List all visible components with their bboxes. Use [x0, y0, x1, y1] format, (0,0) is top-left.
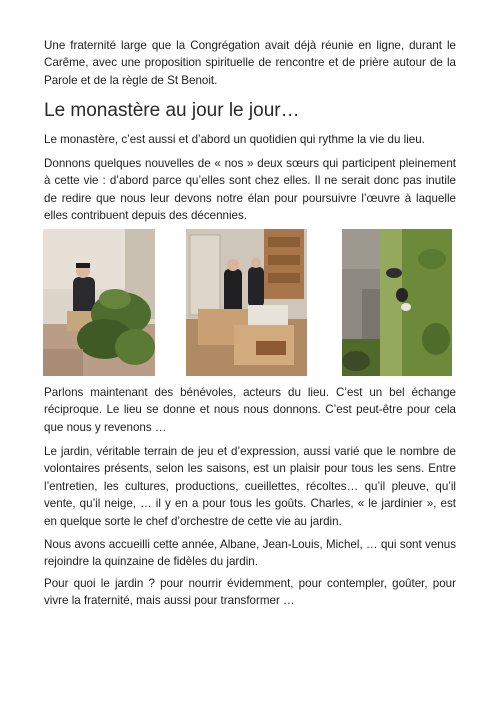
paragraph-accueil: Nous avons accueilli cette année, Albane, Jean-Louis, Michel, … qui sont venus rejoindre la quinzaine de fidèles du jardin. [44, 538, 456, 569]
intro-paragraph: Une fraternité large que la Congrégation avait déjà réunie en ligne, durant le Carême, avec une proposition spirituelle de rencontre et de prière autour de la Parole et de la règle de St Benoit. [44, 39, 456, 87]
photo-sisters-in-storeroom [186, 229, 307, 376]
photo-sister-with-branches [43, 229, 155, 376]
paragraph-pourquoi: Pour quoi le jardin ? pour nourrir évidemment, pour contempler, goûter, pour vivre la fraternité, mais aussi pour transformer … [44, 577, 456, 608]
section-heading: Le monastère au jour le jour… [44, 100, 300, 121]
paragraph-jardin: Le jardin, véritable terrain de jeu et d’expression, aussi varié que le nombre de volontaires présents, selon les saisons, est un plaisir pour tous les sens. Entre l’entretien, les cultures, productions, cueillettes, récoltes… qu’il pleuve, qu’il vente, qu’il neige, … il y en a pour tous les goûts. Charles, « le jardinier », est en quelque sorte le chef d’orchestre de cette vie au jardin. [44, 445, 456, 528]
photo-garden-from-above [342, 229, 452, 376]
paragraph-quotidien: Le monastère, c’est aussi et d’abord un quotidien qui rythme la vie du lieu. [44, 133, 425, 146]
paragraph-soeurs: Donnons quelques nouvelles de « nos » deux sœurs qui participent pleinement à cette vie : d’abord parce qu’elles sont chez elles. Il ne serait donc pas inutile de redire que nous leur devons notre élan pour poursuivre l’œuvre à laquelle elles contribuent depuis des décennies. [44, 157, 456, 223]
paragraph-benevoles: Parlons maintenant des bénévoles, acteurs du lieu. C’est un bel échange réciproque. Le lieu se donne et nous nous donnons. C’est peut-être pour cela que nous y revenons … [44, 386, 456, 434]
